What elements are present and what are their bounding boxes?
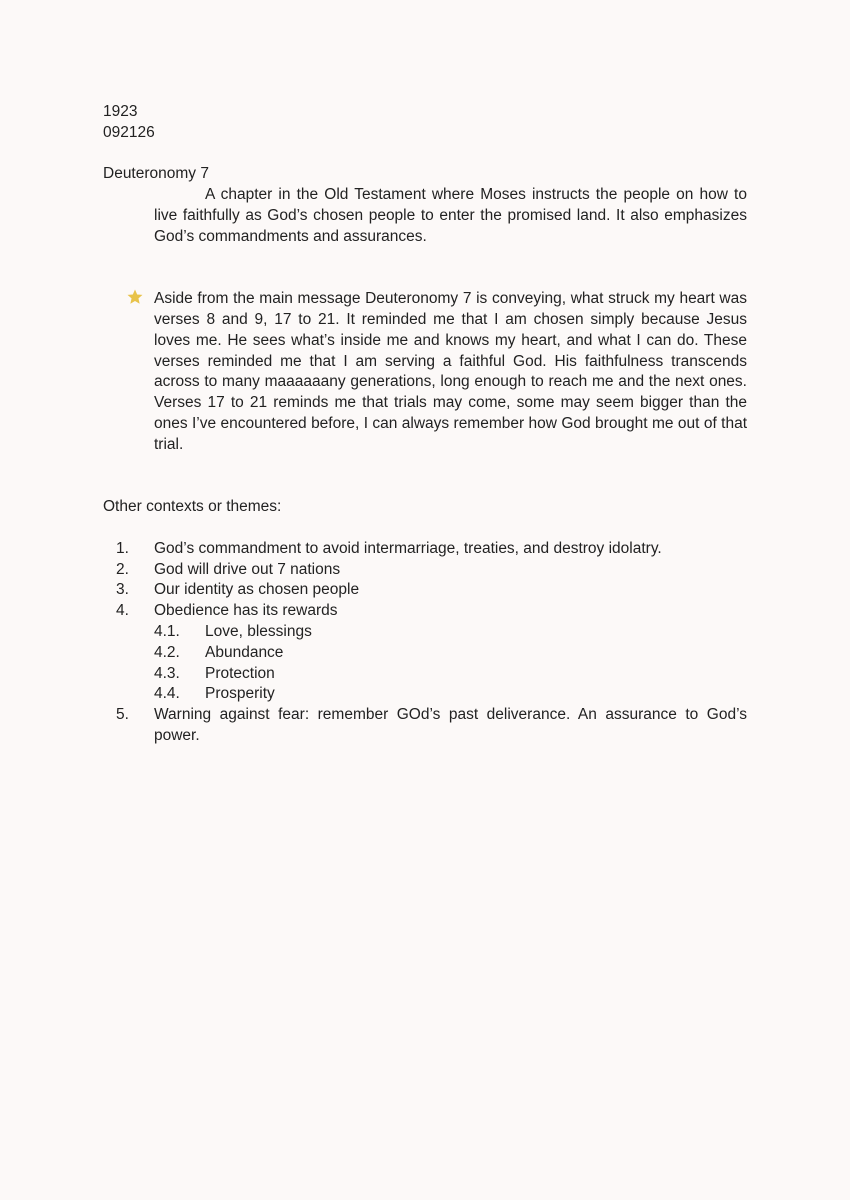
chapter-title: Deuteronomy 7 bbox=[103, 165, 209, 183]
spacer bbox=[103, 518, 747, 539]
list-item-number: 1. bbox=[116, 539, 129, 557]
themes-list bbox=[103, 539, 747, 747]
list-item bbox=[103, 580, 747, 601]
star-icon bbox=[126, 288, 144, 306]
list-item-number: 2. bbox=[116, 560, 129, 578]
list-item-text: Our identity as chosen people bbox=[154, 581, 360, 599]
list-item-text: God’s commandment to avoid intermarriage, treaties, and destroy idolatry. bbox=[154, 539, 662, 557]
list-item-text: Obedience has its rewards bbox=[154, 602, 338, 620]
sub-list-item bbox=[103, 684, 747, 705]
header-line-2: 092126 bbox=[103, 123, 155, 141]
sub-list-item-number: 4.1. bbox=[154, 622, 180, 640]
header-line-1: 1923 bbox=[103, 103, 138, 120]
list-item bbox=[103, 601, 747, 622]
themes-heading: Other contexts or themes: bbox=[103, 498, 282, 516]
sub-list-item-text: Abundance bbox=[205, 643, 284, 661]
sub-list-item-number: 4.2. bbox=[154, 643, 180, 661]
list-item-text: God will drive out 7 nations bbox=[154, 560, 341, 578]
sub-list-item-text: Protection bbox=[205, 664, 275, 682]
sub-list-item bbox=[103, 622, 747, 643]
intro-paragraph: A chapter in the Old Testament where Moses instructs the people on how to live faithfully as God’s chosen people to enter the promised land. It also emphasizes God’s commandments and assurances. bbox=[154, 186, 747, 245]
reflection-block bbox=[154, 289, 747, 455]
sub-list-item-text: Love, blessings bbox=[205, 622, 312, 640]
list-item-number: 5. bbox=[116, 706, 129, 724]
document-page bbox=[103, 102, 747, 747]
sub-list-item bbox=[103, 643, 747, 664]
reflection-paragraph: Aside from the main message Deuteronomy 7 is conveying, what struck my heart was verses 8 and 9, 17 to 21. It reminded me that I am chosen simply because Jesus loves me. He sees what’s inside me and knows my heart, and what I can do. These verses reminded me that I am serving a faithful God. His faithfulness transcends across to many maaaaaany generations, long enough to reach me and the next ones. Verses 17 to 21 reminds me that trials may come, some may seem bigger than the ones I’ve encountered before, I can always remember how God brought me out of that trial. bbox=[154, 290, 747, 453]
spacer bbox=[103, 456, 747, 498]
sub-list-item bbox=[103, 664, 747, 685]
sub-list-item-number: 4.3. bbox=[154, 664, 180, 682]
spacer bbox=[103, 248, 747, 290]
spacer bbox=[103, 144, 747, 165]
sub-list-item-number: 4.4. bbox=[154, 685, 180, 703]
list-item-number: 4. bbox=[116, 602, 129, 620]
list-item bbox=[103, 705, 747, 747]
list-item bbox=[103, 560, 747, 581]
list-item-number: 3. bbox=[116, 581, 129, 599]
list-item-text: Warning against fear: remember GOd’s past deliverance. An assurance to God’s power. bbox=[154, 706, 747, 744]
sub-list-item-text: Prosperity bbox=[205, 685, 275, 703]
list-item bbox=[103, 539, 747, 560]
